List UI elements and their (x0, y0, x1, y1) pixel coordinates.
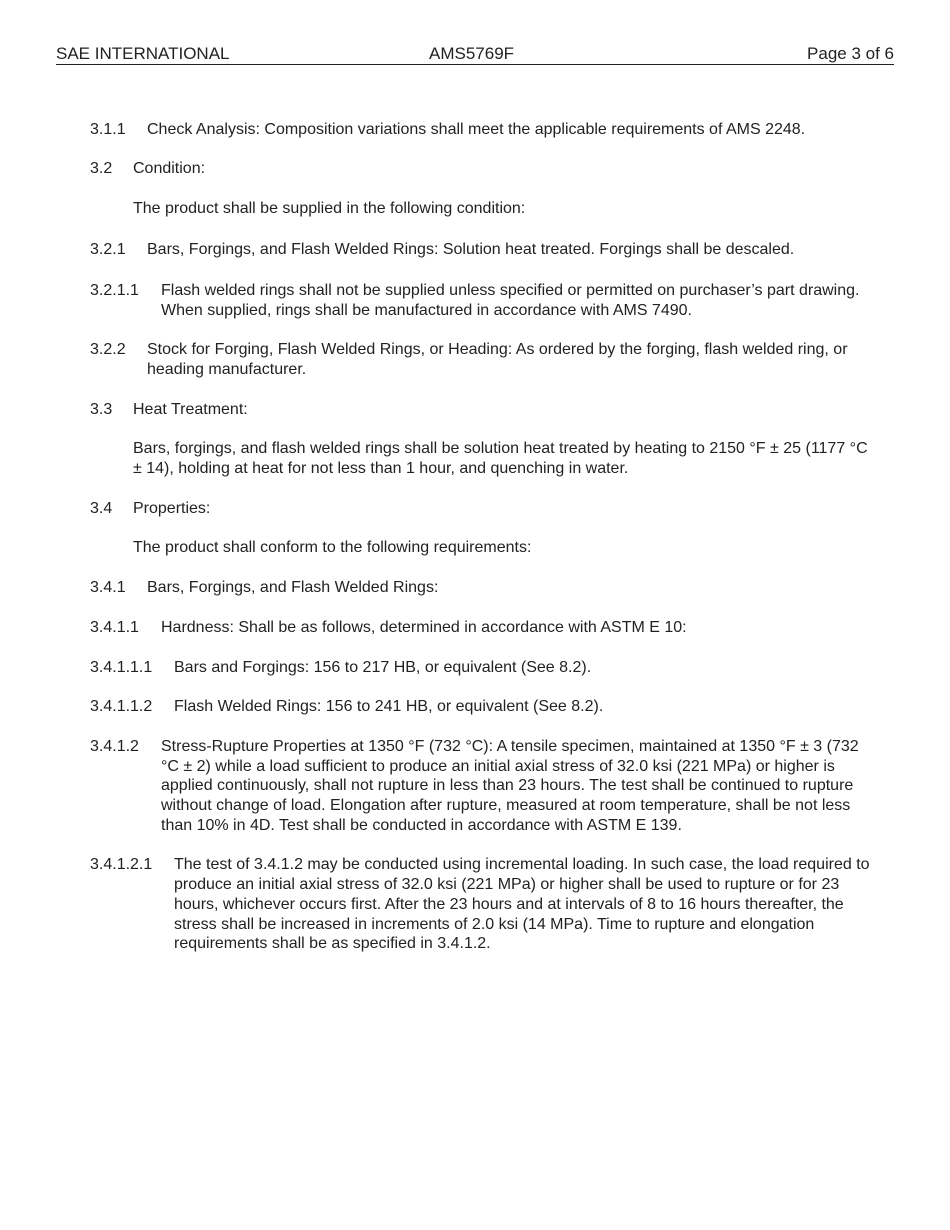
section-3-2-2 (90, 340, 870, 379)
section-number: 3.1.1 (90, 121, 126, 138)
section-number: 3.2.1.1 (90, 281, 139, 299)
section-3-2-1 (90, 240, 870, 260)
section-number: 3.3 (90, 400, 113, 418)
section-3-4-1-1-2 (90, 697, 870, 717)
section-number: 3.2.1 (90, 241, 126, 259)
section-text: Stress-Rupture Properties at 1350 °F (732 °C): A tensile specimen, maintained at 1350 °F ± 3 (732 °C ± 2) while a load sufficient to produce an initial axial stress of 32.0 ksi (221 MPa) or higher is applied continuously, shall not rupture in less than 23 hours. The test shall be continued to rupture without change of load. Elongation after rupture, measured at room temperature, shall be not less than 10% in 4D. Test shall be conducted in accordance with ASTM E 139. (161, 737, 859, 834)
section-text: Stock for Forging, Flash Welded Rings, or Heading: As ordered by the forging, flash welded ring, or heading manufacturer. (147, 341, 848, 378)
page-header (56, 44, 894, 65)
section-number: 3.4 (90, 499, 113, 517)
section-number: 3.4.1.1.2 (90, 698, 153, 716)
section-3-4-1-1 (90, 618, 870, 638)
document-body (90, 120, 870, 954)
header-document-id: AMS5769F (429, 44, 515, 63)
section-3-4-1-2-1 (90, 855, 870, 954)
section-text: Bars and Forgings: 156 to 217 HB, or equivalent (See 8.2). (174, 658, 592, 676)
section-3-3-body (133, 439, 870, 478)
section-3-4-intro (133, 538, 870, 558)
section-text: Properties: (133, 499, 211, 517)
section-number: 3.2 (90, 159, 113, 177)
section-text: The product shall be supplied in the following condition: (133, 200, 526, 218)
section-text: Bars, forgings, and flash welded rings shall be solution heat treated by heating to 2150 °F ± 25 (1177 °C ± 14), holding at heat for not less than 1 hour, and quenching in water. (133, 440, 868, 478)
section-3-4-1-2 (90, 737, 870, 836)
section-text: Flash welded rings shall not be supplied unless specified or permitted on purchaser’s part drawing. When supplied, rings shall be manufactured in accordance with AMS 7490. (161, 281, 860, 319)
section-number: 3.4.1.1.1 (90, 658, 153, 676)
section-3-3 (90, 400, 870, 420)
section-number: 3.4.1.2.1 (90, 856, 153, 874)
section-text: The product shall conform to the following requirements: (133, 539, 532, 557)
section-3-4-1 (90, 578, 870, 598)
section-text: The test of 3.4.1.2 may be conducted using incremental loading. In such case, the load required to produce an initial axial stress of 32.0 ksi (221 MPa) or higher shall be used to rupture or for 23 hours, whichever occurs first. After the 23 hours and at intervals of 8 to 16 hours thereafter, the stress shall be increased in increments of 2.0 ksi (14 MPa). Time to rupture and elongation requirements shall be as specified in 3.4.1.2. (174, 856, 870, 953)
section-3-2 (90, 159, 870, 179)
section-number: 3.4.1.2 (90, 737, 139, 755)
section-number: 3.4.1.1 (90, 618, 139, 636)
section-text: Check Analysis: Composition variations shall meet the applicable requirements of AMS 2248. (147, 121, 806, 138)
section-number: 3.2.2 (90, 341, 126, 359)
section-text: Condition: (133, 159, 206, 177)
section-text: Heat Treatment: (133, 400, 248, 418)
section-3-2-intro (133, 199, 870, 219)
section-text: Bars, Forgings, and Flash Welded Rings: Solution heat treated. Forgings shall be descaled. (147, 241, 795, 259)
section-3-2-1-1 (90, 281, 870, 320)
section-3-4-1-1-1 (90, 658, 870, 678)
section-text: Hardness: Shall be as follows, determined in accordance with ASTM E 10: (161, 618, 687, 636)
section-number: 3.4.1 (90, 579, 126, 597)
section-text: Bars, Forgings, and Flash Welded Rings: (147, 579, 439, 597)
section-3-1-1 (90, 120, 870, 140)
section-3-4 (90, 499, 870, 519)
section-text: Flash Welded Rings: 156 to 241 HB, or equivalent (See 8.2). (174, 698, 604, 716)
header-organization: SAE INTERNATIONAL (56, 44, 230, 63)
header-page-number: Page 3 of 6 (807, 44, 894, 63)
